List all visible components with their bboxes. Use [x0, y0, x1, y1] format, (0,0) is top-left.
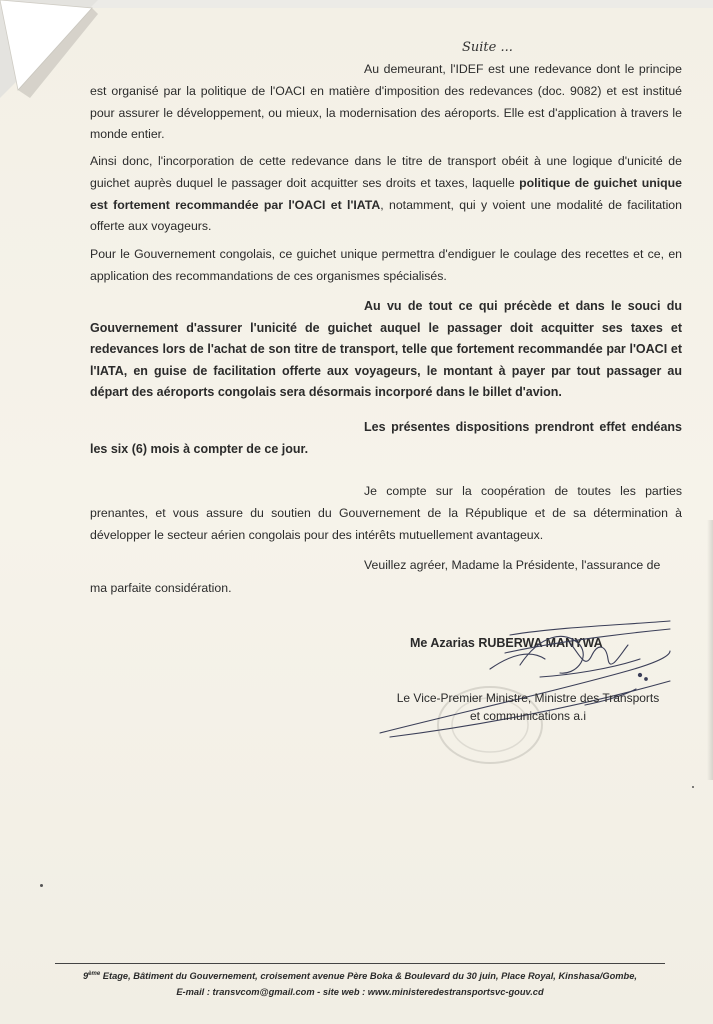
page-edge-shadow	[707, 520, 713, 780]
signatory-title-line-1: Le Vice-Premier Ministre, Ministre des Transports	[396, 691, 660, 705]
footer-contact-line: E-mail : transvcom@gmail.com - site web : www.ministeredestransportsvc-gouv.cd	[176, 987, 544, 998]
continuation-marker: Suite ...	[462, 40, 513, 55]
page-top-edge	[0, 0, 713, 8]
paragraph-decision: Au vu de tout ce qui précède et dans le souci du Gouvernement d'assurer l'unicité de guichet auquel le passager doit acquitter ses taxes et redevances lors de l'achat de son titre de transport, telle que fortement recommandée par l'OACI et l'IATA, en guise de facilitation offerte aux voyageurs, le montant à payer par tout passager au départ des aéroports congolais sera désormais incorporé dans le billet d'avion.	[90, 299, 682, 400]
folded-corner	[0, 0, 100, 100]
footer-address-line	[55, 966, 665, 984]
signatory-title-line-2: et communications a.i	[469, 709, 587, 723]
paragraph-dispositions: Les présentes dispositions prendront effet endéans les six (6) mois à compter de ce jour.	[90, 420, 682, 456]
signatory-title	[383, 689, 673, 725]
footer-address-text: Etage, Bâtiment du Gouvernement, croisement avenue Père Boka & Boulevard du 30 juin, Place Royal, Kinshasa/Gombe,	[100, 971, 637, 982]
paragraph-cooperation: Je compte sur la coopération de toutes les parties prenantes, et vous assure du soutien du Gouvernement de la République et de sa détermination à développer le secteur aérien congolais pour des intérêts mutuellement avantageux.	[90, 484, 682, 542]
closing-line-2: ma parfaite considération.	[90, 581, 232, 595]
footer-floor-suffix: ème	[88, 971, 101, 977]
paragraph-guichet-text-start: Ainsi donc, l'incorporation de cette redevance dans le titre de transport obéit à une logique d'unicité de guichet auprès duquel le passager doit acquitter ses droits et taxes, laquelle	[90, 154, 682, 190]
paragraph-idef: Au demeurant, l'IDEF est une redevance dont le principe est organisé par la politique de l'OACI en matière d'imposition des redevances (doc. 9082) et est institué pour assurer le développement, ou mieux, la modernisation des aéroports. Elle est d'application à travers le monde entier.	[90, 62, 682, 142]
scan-speck	[40, 884, 43, 887]
scan-speck	[692, 786, 694, 788]
handwritten-signature	[370, 615, 690, 755]
closing-line-1: Veuillez agréer, Madame la Présidente, l'assurance de	[364, 558, 661, 572]
footer-rule	[55, 963, 665, 964]
paragraph-guichet-text-end: , notamment, qui y voient une modalité de facilitation offerte aux voyageurs.	[90, 197, 682, 234]
footer-floor: 9	[83, 971, 89, 982]
paragraph-guichet-bold: politique de guichet unique est fortement recommandée par l'OACI et l'IATA	[90, 175, 682, 212]
footer-address	[55, 966, 665, 1000]
signatory-name: Me Azarias RUBERWA MANYWA	[410, 636, 603, 650]
paragraph-guichet-unique	[90, 151, 682, 238]
paragraph-gouvernement: Pour le Gouvernement congolais, ce guichet unique permettra d'endiguer le coulage des recettes et ce, en application des recommandations de ces organismes spécialisés.	[90, 247, 682, 283]
